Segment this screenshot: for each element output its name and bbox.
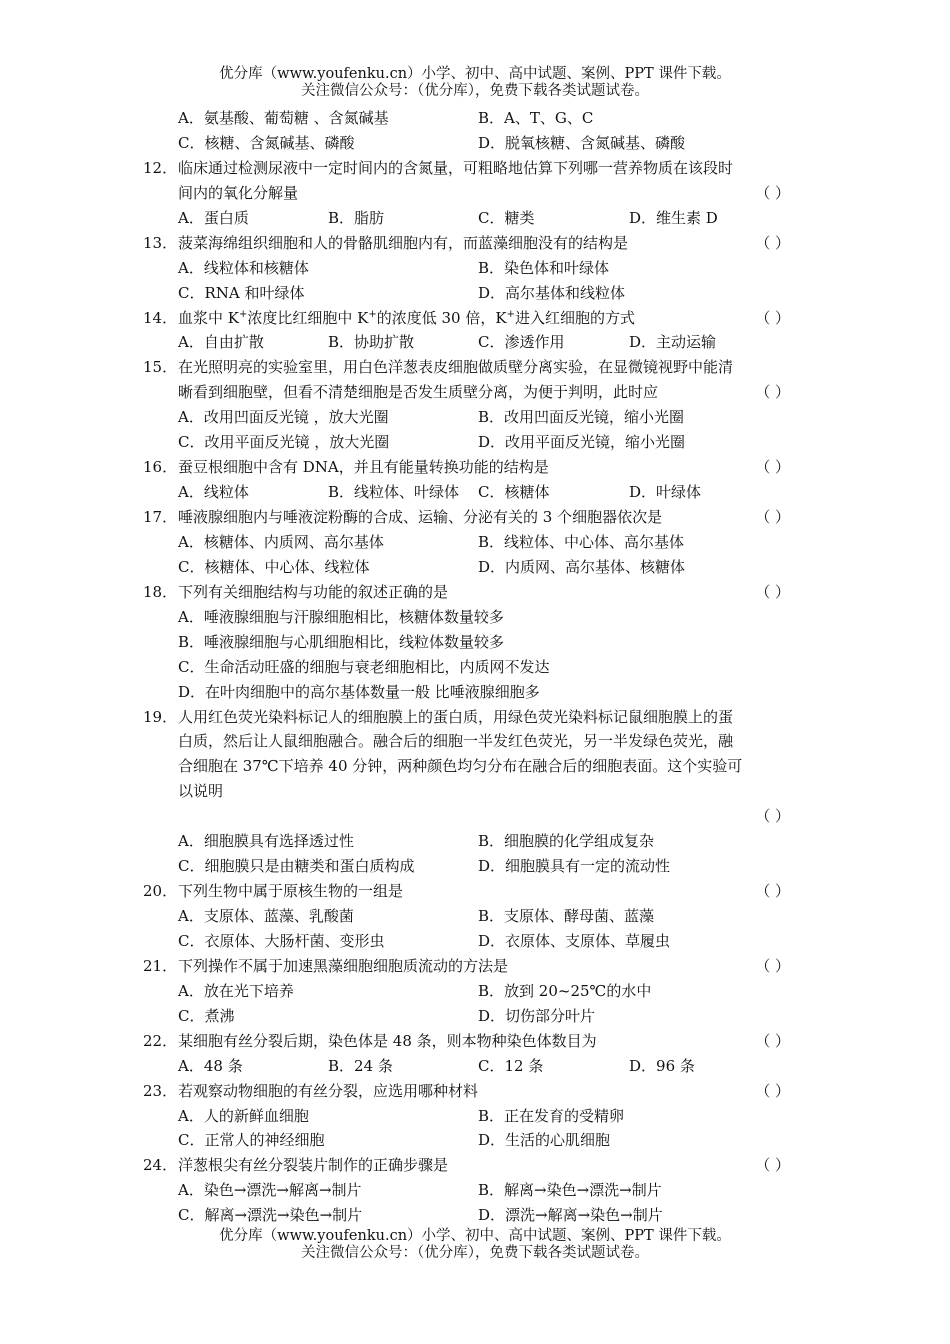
question-12-stem-cont — [143, 181, 808, 206]
prev-options-row-1 — [143, 106, 808, 131]
option-b: B．解离→染色→漂洗→制片 — [478, 1181, 662, 1200]
question-15-options-row-2 — [143, 430, 808, 455]
option-a: A．48 条 — [178, 1056, 243, 1075]
question-19-options-row-2 — [143, 854, 808, 879]
superscript-plus: + — [368, 308, 377, 320]
question-stem: 血浆中 K+浓度比红细胞中 K+的浓度低 30 倍，K+进入红细胞的方式 — [178, 308, 635, 327]
question-21-options-row-1 — [143, 979, 808, 1004]
question-16-options — [143, 480, 808, 505]
option-b: B．A、T、G、C — [478, 109, 594, 127]
question-22-options — [143, 1054, 808, 1079]
page-footer — [0, 1228, 950, 1262]
question-15-options-row-1 — [143, 405, 808, 430]
option-b: B．24 条 — [328, 1056, 393, 1075]
option-d: D．叶绿体 — [629, 483, 702, 502]
question-21-options-row-2 — [143, 1004, 808, 1029]
footer-line-2: 关注微信公众号：（优分库），免费下载各类试题试卷。 — [301, 1245, 649, 1261]
option-a: A．改用凹面反光镜 ，放大光圈 — [178, 408, 389, 427]
option-c: C．核糖体 — [478, 483, 550, 502]
question-number: 19． — [143, 707, 178, 726]
question-24-options-row-1 — [143, 1178, 808, 1203]
question-stem: 下列有关细胞结构与功能的叙述正确的是 — [178, 582, 449, 601]
question-12 — [143, 156, 808, 181]
option-a: A．氨基酸、葡萄糖 、含氮碱基 — [178, 109, 389, 127]
option-a: A．支原体、蓝藻、乳酸菌 — [178, 907, 354, 925]
question-number: 15． — [143, 358, 178, 377]
option-a: A．唾液腺细胞与汗腺细胞相比，核糖体数量较多 — [178, 607, 504, 626]
option-d: D．脱氧核糖、含氮碱基、磷酸 — [478, 133, 686, 152]
option-c: C．改用平面反光镜 ，放大光圈 — [178, 433, 390, 452]
option-a: A．蛋白质 — [178, 208, 249, 227]
option-a: A．核糖体、内质网、高尔基体 — [178, 532, 384, 551]
option-c: C．正常人的神经细胞 — [178, 1131, 325, 1150]
question-number: 17． — [143, 508, 178, 526]
superscript-plus: + — [238, 308, 248, 320]
option-d: D．切伤部分叶片 — [478, 1006, 596, 1025]
question-number: 13． — [143, 233, 178, 252]
option-b: B．染色体和叶绿体 — [478, 258, 610, 277]
question-16 — [143, 455, 808, 480]
prev-options-row-2 — [143, 131, 808, 156]
question-number: 20． — [143, 882, 178, 901]
question-15 — [143, 355, 808, 380]
option-d: D．内质网、高尔基体、核糖体 — [478, 557, 686, 576]
option-d: D．衣原体、支原体、草履虫 — [478, 931, 671, 950]
question-stem: 下列操作不属于加速黑藻细胞细胞质流动的方法是 — [178, 956, 509, 975]
option-a: A．细胞膜具有选择透过性 — [178, 832, 354, 851]
option-a: A．自由扩散 — [178, 333, 264, 352]
page-header — [0, 66, 950, 100]
question-24 — [143, 1153, 808, 1178]
option-d: D．高尔基体和线粒体 — [478, 283, 626, 302]
option-b: B．唾液腺细胞与心肌细胞相比，线粒体数量较多 — [178, 632, 505, 651]
question-13-options-row-1 — [143, 256, 808, 281]
option-c: C．衣原体、大肠杆菌、变形虫 — [178, 931, 385, 950]
answer-bracket: （ ） — [755, 1081, 790, 1100]
question-19 — [143, 705, 808, 730]
question-number: 14． — [143, 308, 178, 327]
question-18 — [143, 580, 808, 605]
option-c: C．核糖、含氮碱基、磷酸 — [178, 133, 355, 152]
option-c: C．解离→漂洗→染色→制片 — [178, 1206, 363, 1225]
option-b: B．线粒体、叶绿体 — [328, 483, 460, 502]
question-stem: 蚕豆根细胞中含有 DNA，并且有能量转换功能的结构是 — [178, 458, 549, 477]
answer-bracket: （ ） — [755, 956, 790, 975]
question-14-options — [143, 330, 808, 355]
header-line-2: 关注微信公众号：（优分库），免费下载各类试题试卷。 — [301, 83, 649, 99]
question-stem: 唾液腺细胞内与唾液淀粉酶的合成、运输、分泌有关的 3 个细胞器依次是 — [178, 508, 663, 526]
question-stem-cont: 间内的氧化分解量 — [178, 183, 299, 202]
option-c: C．核糖体、中心体、线粒体 — [178, 557, 370, 576]
option-c: C．RNA 和叶绿体 — [178, 283, 305, 302]
question-14 — [143, 306, 808, 331]
question-17-options-row-1 — [143, 530, 808, 555]
question-20-options-row-1 — [143, 904, 808, 929]
option-a: A．染色→漂洗→解离→制片 — [178, 1181, 362, 1200]
option-d: D．细胞膜具有一定的流动性 — [478, 857, 671, 876]
question-22 — [143, 1029, 808, 1054]
question-number: 24． — [143, 1156, 178, 1175]
answer-bracket: （ ） — [755, 582, 790, 601]
question-19-bracket-line — [143, 804, 808, 829]
option-b: B．细胞膜的化学组成复杂 — [478, 832, 655, 851]
option-a: A．放在光下培养 — [178, 981, 294, 1000]
question-stem: 若观察动物细胞的有丝分裂，应选用哪种材料 — [178, 1081, 479, 1100]
question-21 — [143, 954, 808, 979]
question-stem-cont: 以说明 — [178, 782, 224, 801]
answer-bracket: （ ） — [755, 233, 790, 252]
question-stem: 下列生物中属于原核生物的一组是 — [178, 882, 404, 901]
option-d: D．生活的心肌细胞 — [478, 1131, 611, 1150]
option-c: C．糖类 — [478, 208, 535, 227]
answer-bracket: （ ） — [755, 308, 790, 327]
question-number: 21． — [143, 956, 178, 975]
question-number: 22． — [143, 1031, 178, 1050]
answer-bracket: （ ） — [755, 882, 790, 901]
option-a: A．人的新鲜血细胞 — [178, 1106, 309, 1125]
option-b: B．改用凹面反光镜，缩小光圈 — [478, 408, 685, 427]
question-13-options-row-2 — [143, 281, 808, 306]
option-c: C．生命活动旺盛的细胞与衰老细胞相比，内质网不发达 — [178, 657, 550, 676]
question-stem: 菠菜海绵组织细胞和人的骨骼肌细胞内有，而蓝藻细胞没有的结构是 — [178, 233, 629, 252]
question-20-options-row-2 — [143, 929, 808, 954]
answer-bracket: （ ） — [755, 183, 790, 202]
header-line-1: 优分库（www.youfenku.cn）小学、初中、高中试题、案例、PPT 课件下载。 — [219, 66, 731, 82]
option-b: B．支原体、酵母菌、蓝藻 — [478, 907, 655, 925]
superscript-plus: + — [506, 308, 515, 320]
question-number: 18． — [143, 582, 178, 601]
question-number: 23． — [143, 1081, 178, 1100]
question-stem-cont: 晰看到细胞壁，但看不清楚细胞是否发生质壁分离，为便于判明，此时应 — [178, 383, 659, 402]
option-c: C．渗透作用 — [478, 333, 565, 352]
answer-bracket: （ ） — [755, 1031, 790, 1050]
answer-bracket: （ ） — [755, 508, 790, 526]
option-d: D．在叶肉细胞中的高尔基体数量一般 比唾液腺细胞多 — [178, 682, 540, 701]
question-stem-cont: 白质，然后让人鼠细胞融合。融合后的细胞一半发红色荧光，另一半发绿色荧光，融 — [178, 732, 734, 751]
option-b: B．协助扩散 — [328, 333, 415, 352]
question-list — [143, 106, 808, 1228]
answer-bracket: （ ） — [755, 1156, 790, 1175]
footer-line-1: 优分库（www.youfenku.cn）小学、初中、高中试题、案例、PPT 课件下载。 — [219, 1228, 731, 1244]
option-b: B．脂肪 — [328, 208, 385, 227]
question-17 — [143, 505, 808, 530]
option-c: C．煮沸 — [178, 1006, 235, 1025]
option-b: B．放到 20~25℃的水中 — [478, 981, 652, 1000]
option-d: D．漂洗→解离→染色→制片 — [478, 1206, 663, 1225]
question-stem: 某细胞有丝分裂后期，染色体是 48 条，则本物种染色体数目为 — [178, 1031, 597, 1050]
option-a: A．线粒体 — [178, 483, 249, 502]
question-stem: 人用红色荧光染料标记人的细胞膜上的蛋白质，用绿色荧光染料标记鼠细胞膜上的蛋 — [178, 707, 734, 726]
question-12-options — [143, 206, 808, 231]
question-stem: 在光照明亮的实验室里，用白色洋葱表皮细胞做质壁分离实验，在显微镜视野中能清 — [178, 358, 734, 377]
answer-bracket: （ ） — [755, 807, 790, 826]
option-d: D．维生素 D — [629, 208, 718, 227]
question-17-options-row-2 — [143, 555, 808, 580]
question-stem: 洋葱根尖有丝分裂装片制作的正确步骤是 — [178, 1156, 449, 1175]
question-20 — [143, 879, 808, 904]
question-13 — [143, 231, 808, 256]
option-b: B．正在发育的受精卵 — [478, 1106, 625, 1125]
question-23-options-row-1 — [143, 1104, 808, 1129]
question-stem-cont: 合细胞在 37℃下培养 40 分钟，两种颜色均匀分布在融合后的细胞表面。这个实验可 — [178, 757, 743, 776]
option-b: B．线粒体、中心体、高尔基体 — [478, 532, 685, 551]
question-number: 16． — [143, 458, 178, 477]
question-stem: 临床通过检测尿液中一定时间内的含氮量，可粗略地估算下列哪一营养物质在该段时 — [178, 158, 734, 177]
question-15-stem-cont — [143, 380, 808, 405]
question-19-options-row-1 — [143, 829, 808, 854]
option-c: C．12 条 — [478, 1056, 544, 1075]
question-23 — [143, 1079, 808, 1104]
answer-bracket: （ ） — [755, 458, 790, 477]
question-24-options-row-2 — [143, 1203, 808, 1228]
answer-bracket: （ ） — [755, 383, 790, 402]
question-number: 12． — [143, 158, 178, 177]
option-d: D．96 条 — [629, 1056, 695, 1075]
option-a: A．线粒体和核糖体 — [178, 258, 309, 277]
option-c: C．细胞膜只是由糖类和蛋白质构成 — [178, 857, 415, 876]
option-d: D．改用平面反光镜，缩小光圈 — [478, 433, 686, 452]
question-23-options-row-2 — [143, 1128, 808, 1153]
option-d: D．主动运输 — [629, 333, 717, 352]
